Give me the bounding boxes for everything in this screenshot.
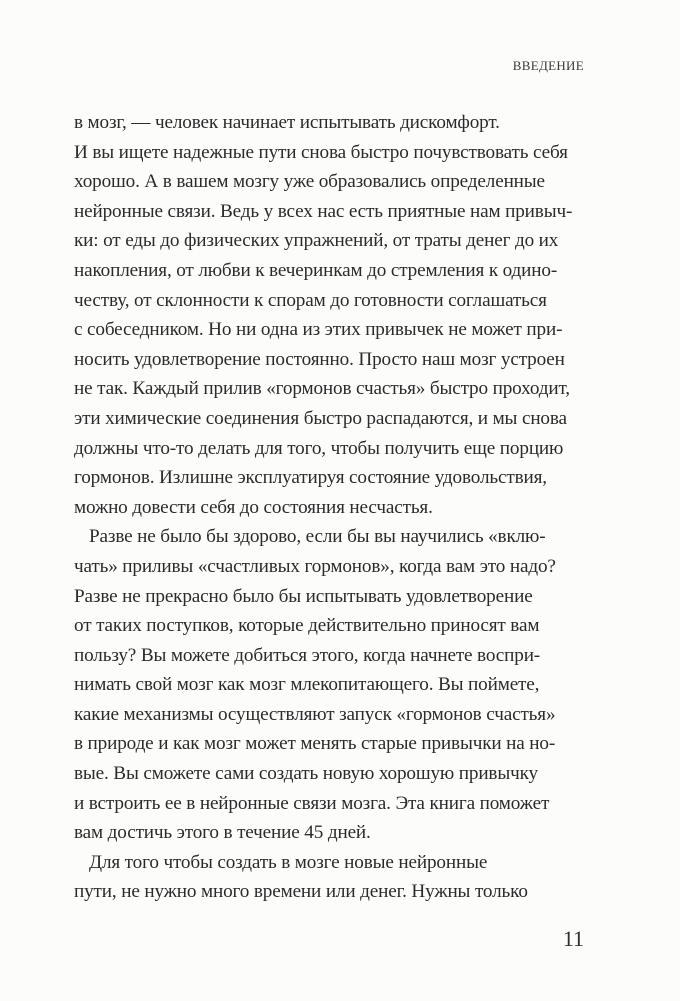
text-line: в мозг, — человек начинает испытывать дискомфорт.: [74, 112, 500, 133]
text-line: вам достичь этого в течение 45 дней.: [74, 822, 371, 844]
text-line: И вы ищете надежные пути снова быстро почувствовать себя: [74, 141, 568, 163]
text-line: можно довести себя до состояния несчастья.: [74, 496, 433, 518]
text-line: нейронные связи. Ведь у всех нас есть приятные нам привыч-: [74, 200, 573, 222]
text-line: должны что-то делать для того, чтобы получить еще порцию: [74, 437, 564, 459]
body-text: [74, 108, 574, 907]
page-number: 11: [562, 926, 584, 951]
text-line: и встроить ее в нейронные связи мозга. Эта книга поможет: [74, 792, 550, 814]
text-line: от таких поступков, которые действительно приносят вам: [74, 615, 540, 637]
text-line: Разве не прекрасно было бы испытывать удовлетворение: [74, 585, 533, 607]
text-line: не так. Каждый прилив «гормонов счастья» быстро проходит,: [74, 378, 570, 400]
text-line: ки: от еды до физических упражнений, от траты денег до их: [74, 230, 559, 252]
text-line: гормонов. Излишне эксплуатируя состояние удовольствия,: [74, 467, 547, 489]
paragraph-start-line: Разве не было бы здорово, если бы вы научились «вклю-: [89, 526, 546, 548]
text-line: пользу? Вы можете добиться этого, когда начнете воспри-: [74, 644, 541, 666]
text-line: пути, не нужно много времени или денег. Нужны только: [74, 881, 528, 903]
text-line: чать» приливы «счастливых гормонов», когда вам это надо?: [74, 555, 556, 577]
text-line: нимать свой мозг как мозг млекопитающего. Вы поймете,: [74, 674, 540, 696]
text-line: носить удовлетворение постоянно. Просто наш мозг устроен: [74, 348, 565, 370]
text-line: накопления, от любви к вечеринкам до стремления к одино-: [74, 259, 558, 281]
text-line: с собеседником. Но ни одна из этих привычек не может при-: [74, 319, 563, 341]
text-line: в природе и как мозг может менять старые привычки на но-: [74, 733, 556, 755]
text-line: честву, от склонности к спорам до готовности соглашаться: [74, 289, 547, 311]
running-head: ВВЕДЕНИЕ: [512, 58, 584, 73]
text-line: какие механизмы осуществляют запуск «гормонов счастья»: [74, 703, 556, 725]
text-line: хорошо. А в вашем мозгу уже образовались определенные: [74, 171, 545, 193]
text-line: эти химические соединения быстро распадаются, и мы снова: [74, 407, 567, 429]
paragraph-start-line: Для того чтобы создать в мозге новые нейронные: [89, 851, 488, 873]
text-line: вые. Вы сможете сами создать новую хорошую привычку: [74, 763, 538, 785]
